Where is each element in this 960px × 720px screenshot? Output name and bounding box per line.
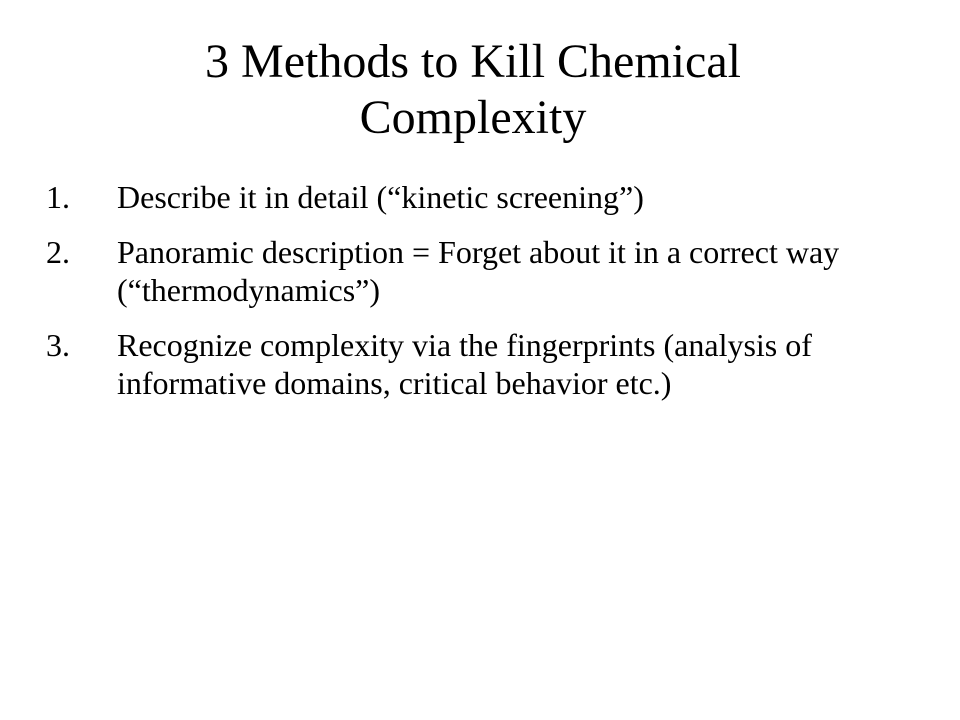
slide-title-line-1: 3 Methods to Kill Chemical: [205, 35, 741, 88]
methods-list: [46, 178, 886, 419]
slide-title: [0, 34, 946, 146]
list-item-number: 1.: [46, 179, 70, 215]
list-item-text: Panoramic description = Forget about it in a correct way (“thermodynamics”): [117, 234, 840, 308]
list-item-number: 3.: [46, 327, 70, 363]
list-item-text: Recognize complexity via the fingerprints (analysis of informative domains, critical behavior etc.): [117, 327, 812, 401]
slide-title-line-2: Complexity: [359, 91, 587, 144]
list-item: [46, 178, 886, 216]
list-item: [46, 233, 886, 309]
list-item-text: Describe it in detail (“kinetic screening”): [117, 179, 644, 215]
list-item: [46, 326, 886, 402]
list-item-number: 2.: [46, 234, 70, 270]
